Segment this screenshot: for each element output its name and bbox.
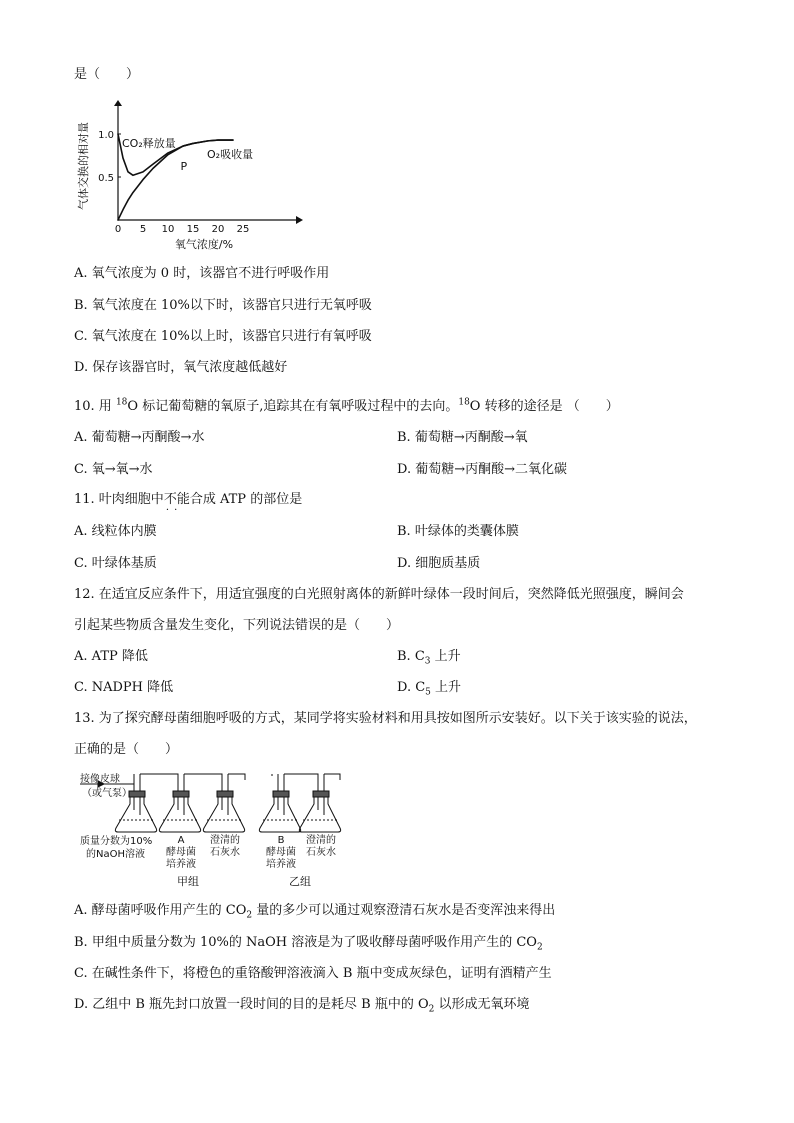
- q13-option-d-pre: D. 乙组中 B 瓶先封口放置一段时间的目的是耗尽 B 瓶中的 O: [74, 997, 429, 1012]
- q13-option-a-pre: A. 酵母菌呼吸作用产生的 CO: [74, 903, 247, 918]
- q9-stem-tail: 是（ ）: [74, 67, 140, 82]
- q11-option-c: C. 叶绿体基质: [74, 556, 157, 571]
- y-axis-label: 气体交换的相对量: [77, 122, 90, 210]
- q10-option-b: B. 葡萄糖→丙酮酸→氧: [397, 430, 528, 445]
- q11-post: 合成 ATP 的部位是: [189, 492, 303, 507]
- fig-label-b: B: [277, 835, 285, 846]
- q13-option-b-sub: 2: [536, 942, 543, 953]
- y-tick-label: 1.0: [98, 130, 114, 141]
- q9-chart: [74, 100, 304, 260]
- q10-num: 10. 用: [74, 399, 116, 414]
- q12-stem-line2: 引起某些物质含量发生变化，下列说法错误的是（ ）: [74, 618, 400, 633]
- q12-option-b-sub: 3: [424, 656, 431, 667]
- q11-emphasis: 不能 · ·: [164, 492, 190, 507]
- q13-stem-line2: 正确的是（ ）: [74, 742, 179, 757]
- x-axis-arrow: [296, 216, 303, 224]
- q12-option-d-pre: D. C: [397, 680, 426, 695]
- fig-lime-1-2: 石灰水: [210, 847, 240, 858]
- q13-option-a-sub: 2: [246, 910, 253, 921]
- y-axis-arrow: [114, 100, 122, 106]
- q9-option-d: D. 保存该器官时，氧气浓度越低越好: [74, 360, 288, 375]
- x-tick-label: 20: [211, 224, 225, 235]
- fig-lime-2-1: 澄清的: [306, 835, 336, 846]
- q9-option-b: B. 氧气浓度在 10%以下时，该器官只进行无氧呼吸: [74, 298, 372, 313]
- q10-option-d: D. 葡萄糖→丙酮酸→二氧化碳: [397, 462, 568, 477]
- fig-yeast-b-1: 酵母菌: [266, 847, 296, 858]
- q10-isotope-2: 18: [458, 397, 470, 408]
- q13-option-a-post: 量的多少可以通过观察澄清石灰水是否变浑浊来得出: [252, 903, 556, 918]
- q13-option-d-sub: 2: [428, 1004, 435, 1015]
- fig-lime-1-1: 澄清的: [210, 835, 240, 846]
- fig-group-jia: 甲组: [177, 875, 199, 888]
- annotation-p: P: [180, 160, 188, 173]
- q10-stem-mid: O 标记葡萄糖的氧原子,追踪其在有氧呼吸过程中的去向。: [127, 399, 459, 414]
- q13-apparatus-figure: [78, 770, 348, 892]
- q12-option-c: C. NADPH 降低: [74, 680, 174, 695]
- fig-pump-label: 接像皮球: [80, 774, 120, 785]
- fig-yeast-b-2: 培养液: [266, 859, 296, 870]
- q11-pre: 11. 叶肉细胞中: [74, 492, 164, 507]
- q11-stem: [74, 491, 302, 509]
- q13-stem-line1: 13. 为了探究酵母菌细胞呼吸的方式，某同学将实验材料和用具按如图所示安装好。以下关于该实验的说法，: [74, 711, 697, 726]
- q12-option-a: A. ATP 降低: [74, 649, 148, 664]
- q12-option-d-post: 上升: [430, 680, 462, 695]
- q9-option-c: C. 氧气浓度在 10%以上时，该器官只进行有氧呼吸: [74, 329, 372, 344]
- x-tick-label: 10: [161, 224, 175, 235]
- q12-option-b-post: 上升: [430, 649, 461, 664]
- q10-isotope: 18: [115, 397, 128, 408]
- y-tick-label: 0.5: [98, 173, 114, 184]
- fig-group-yi: 乙组: [289, 875, 311, 888]
- fig-yeast-a-1: 酵母菌: [166, 847, 196, 858]
- q13-option-b: [74, 934, 543, 952]
- q12-option-d: [397, 679, 461, 697]
- fig-naoh-label-1: 质量分数为10%: [80, 836, 153, 847]
- q12-option-d-sub: 5: [425, 687, 431, 698]
- fig-naoh-label-2: 的NaOH溶液: [86, 849, 145, 860]
- fig-label-a: A: [177, 835, 185, 846]
- q10-stem-end: O 转移的途径是 （ ）: [469, 399, 619, 414]
- q11-option-a: A. 线粒体内膜: [74, 524, 157, 539]
- q9-option-a: A. 氧气浓度为 0 时，该器官不进行呼吸作用: [74, 266, 330, 281]
- q13-option-a: [74, 902, 555, 920]
- q10-option-c: C. 氧→氧→水: [74, 462, 153, 477]
- q13-option-b-pre: B. 甲组中质量分数为 10%的 NaOH 溶液是为了吸收酵母菌呼吸作用产生的 CO: [74, 935, 537, 950]
- x-tick-label: 5: [139, 224, 147, 235]
- q13-option-d: [74, 996, 530, 1014]
- x-tick-label: 25: [236, 224, 250, 235]
- fig-lime-2-2: 石灰水: [306, 847, 336, 858]
- q13-option-c: C. 在碱性条件下，将橙色的重铬酸钾溶液滴入 B 瓶中变成灰绿色，证明有酒精产生: [74, 966, 552, 981]
- q12-option-b-pre: B. C: [397, 649, 425, 664]
- x-tick-label: 15: [186, 224, 200, 235]
- q10-stem: [74, 398, 619, 416]
- annotation-co2: CO₂释放量: [122, 137, 176, 150]
- q13-option-d-post: 以形成无氧环境: [434, 997, 530, 1012]
- x-axis-label: 氧气浓度/%: [174, 238, 234, 251]
- q10-option-a: A. 葡萄糖→丙酮酸→水: [74, 430, 205, 445]
- q11-option-b: B. 叶绿体的类囊体膜: [397, 524, 519, 539]
- fig-pump-label-2: （或气泵）: [82, 788, 132, 799]
- q12-option-b: [397, 648, 461, 666]
- fig-yeast-a-2: 培养液: [166, 859, 196, 870]
- q12-stem-line1: 12. 在适宜反应条件下，用适宜强度的白光照射离体的新鲜叶绿体一段时间后，突然降低光照强度，瞬间会: [74, 587, 684, 602]
- x-tick-label: 0: [114, 224, 122, 235]
- annotation-o2: O₂吸收量: [207, 148, 254, 161]
- q11-option-d: D. 细胞质基质: [397, 556, 481, 571]
